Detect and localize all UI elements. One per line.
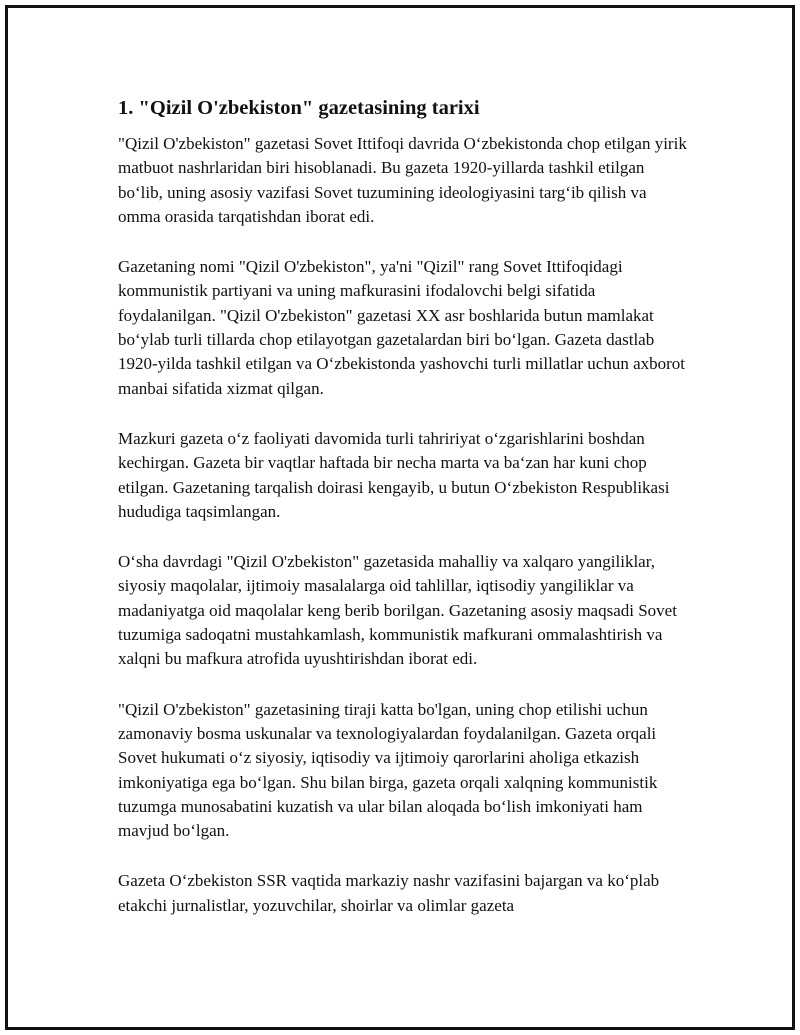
paragraph-5: "Qizil O'zbekiston" gazetasining tiraji katta bo'lgan, uning chop etilishi uchun zamonaviy bosma uskunalar va texnologiyalardan foydalanilgan. Gazeta orqali Sovet hukumati o‘z siyosiy, iqtisodiy va ijtimoiy qarorlarini aholiga etkazish imkoniyatiga ega bo‘lgan. Shu bilan birga, gazeta orqali xalqning kommunistik tuzumga munosabatini kuzatish va ular bilan aloqada bo‘lish imkoniyati ham mavjud bo‘lgan.	[118, 699, 658, 841]
paragraph-3: Mazkuri gazeta o‘z faoliyati davomida turli tahririyat o‘zgarishlarini boshdan kechirgan. Gazeta bir vaqtlar haftada bir necha marta va ba‘zan har kuni chop etilgan. Gazetaning tarqalish doirasi kengayib, u butun O‘zbekiston Respublikasi hududiga taqsimlangan.	[118, 428, 670, 521]
section-title: 1. "Qizil O'zbekiston" gazetasining tarixi	[118, 97, 480, 119]
paragraph-2: Gazetaning nomi "Qizil O'zbekiston", ya'ni "Qizil" rang Sovet Ittifoqidagi kommunistik partiyani va uning mafkurasini ifodalovchi belgi sifatida foydalanilgan. "Qizil O'zbekiston" gazetasi XX asr boshlarida butun mamlakat bo‘ylab turli tillarda chop etilayotgan gazetalardan biri bo‘lgan. Gazeta dastlab 1920-yilda tashkil etilgan va O‘zbekistonda yashovchi turli millatlar uchun axborot manbai sifatida xizmat qilgan.	[118, 257, 686, 398]
paragraph-1: "Qizil O'zbekiston" gazetasi Sovet Ittifoqi davrida O‘zbekistonda chop etilgan yirik matbuot nashrlaridan biri hisoblanadi. Bu gazeta 1920-yillarda tashkil etilgan bo‘lib, uning asosiy vazifasi Sovet tuzumining ideologiyasini targ‘ib qilish va omma orasida tarqatishdan iborat edi.	[118, 134, 687, 226]
paragraph-4: O‘sha davrdagi "Qizil O'zbekiston" gazetasida mahalliy va xalqaro yangiliklar, siyosiy maqolalar, ijtimoiy masalalarga oid tahlillar, iqtisodiy yangiliklar va madaniyatga oid maqolalar keng berib borilgan. Gazetaning asosiy maqsadi Sovet tuzumiga sadoqatni mustahkamlash, kommunistik mafkurani ommalashtirish va xalqni bu mafkura atrofida uyushtirishdan iborat edi.	[118, 552, 677, 669]
paragraph-6: Gazeta O‘zbekiston SSR vaqtida markaziy nashr vazifasini bajargan va ko‘plab etakchi jurnalistlar, yozuvchilar, shoirlar va olimlar gazeta	[118, 871, 660, 915]
document-body	[118, 94, 688, 944]
